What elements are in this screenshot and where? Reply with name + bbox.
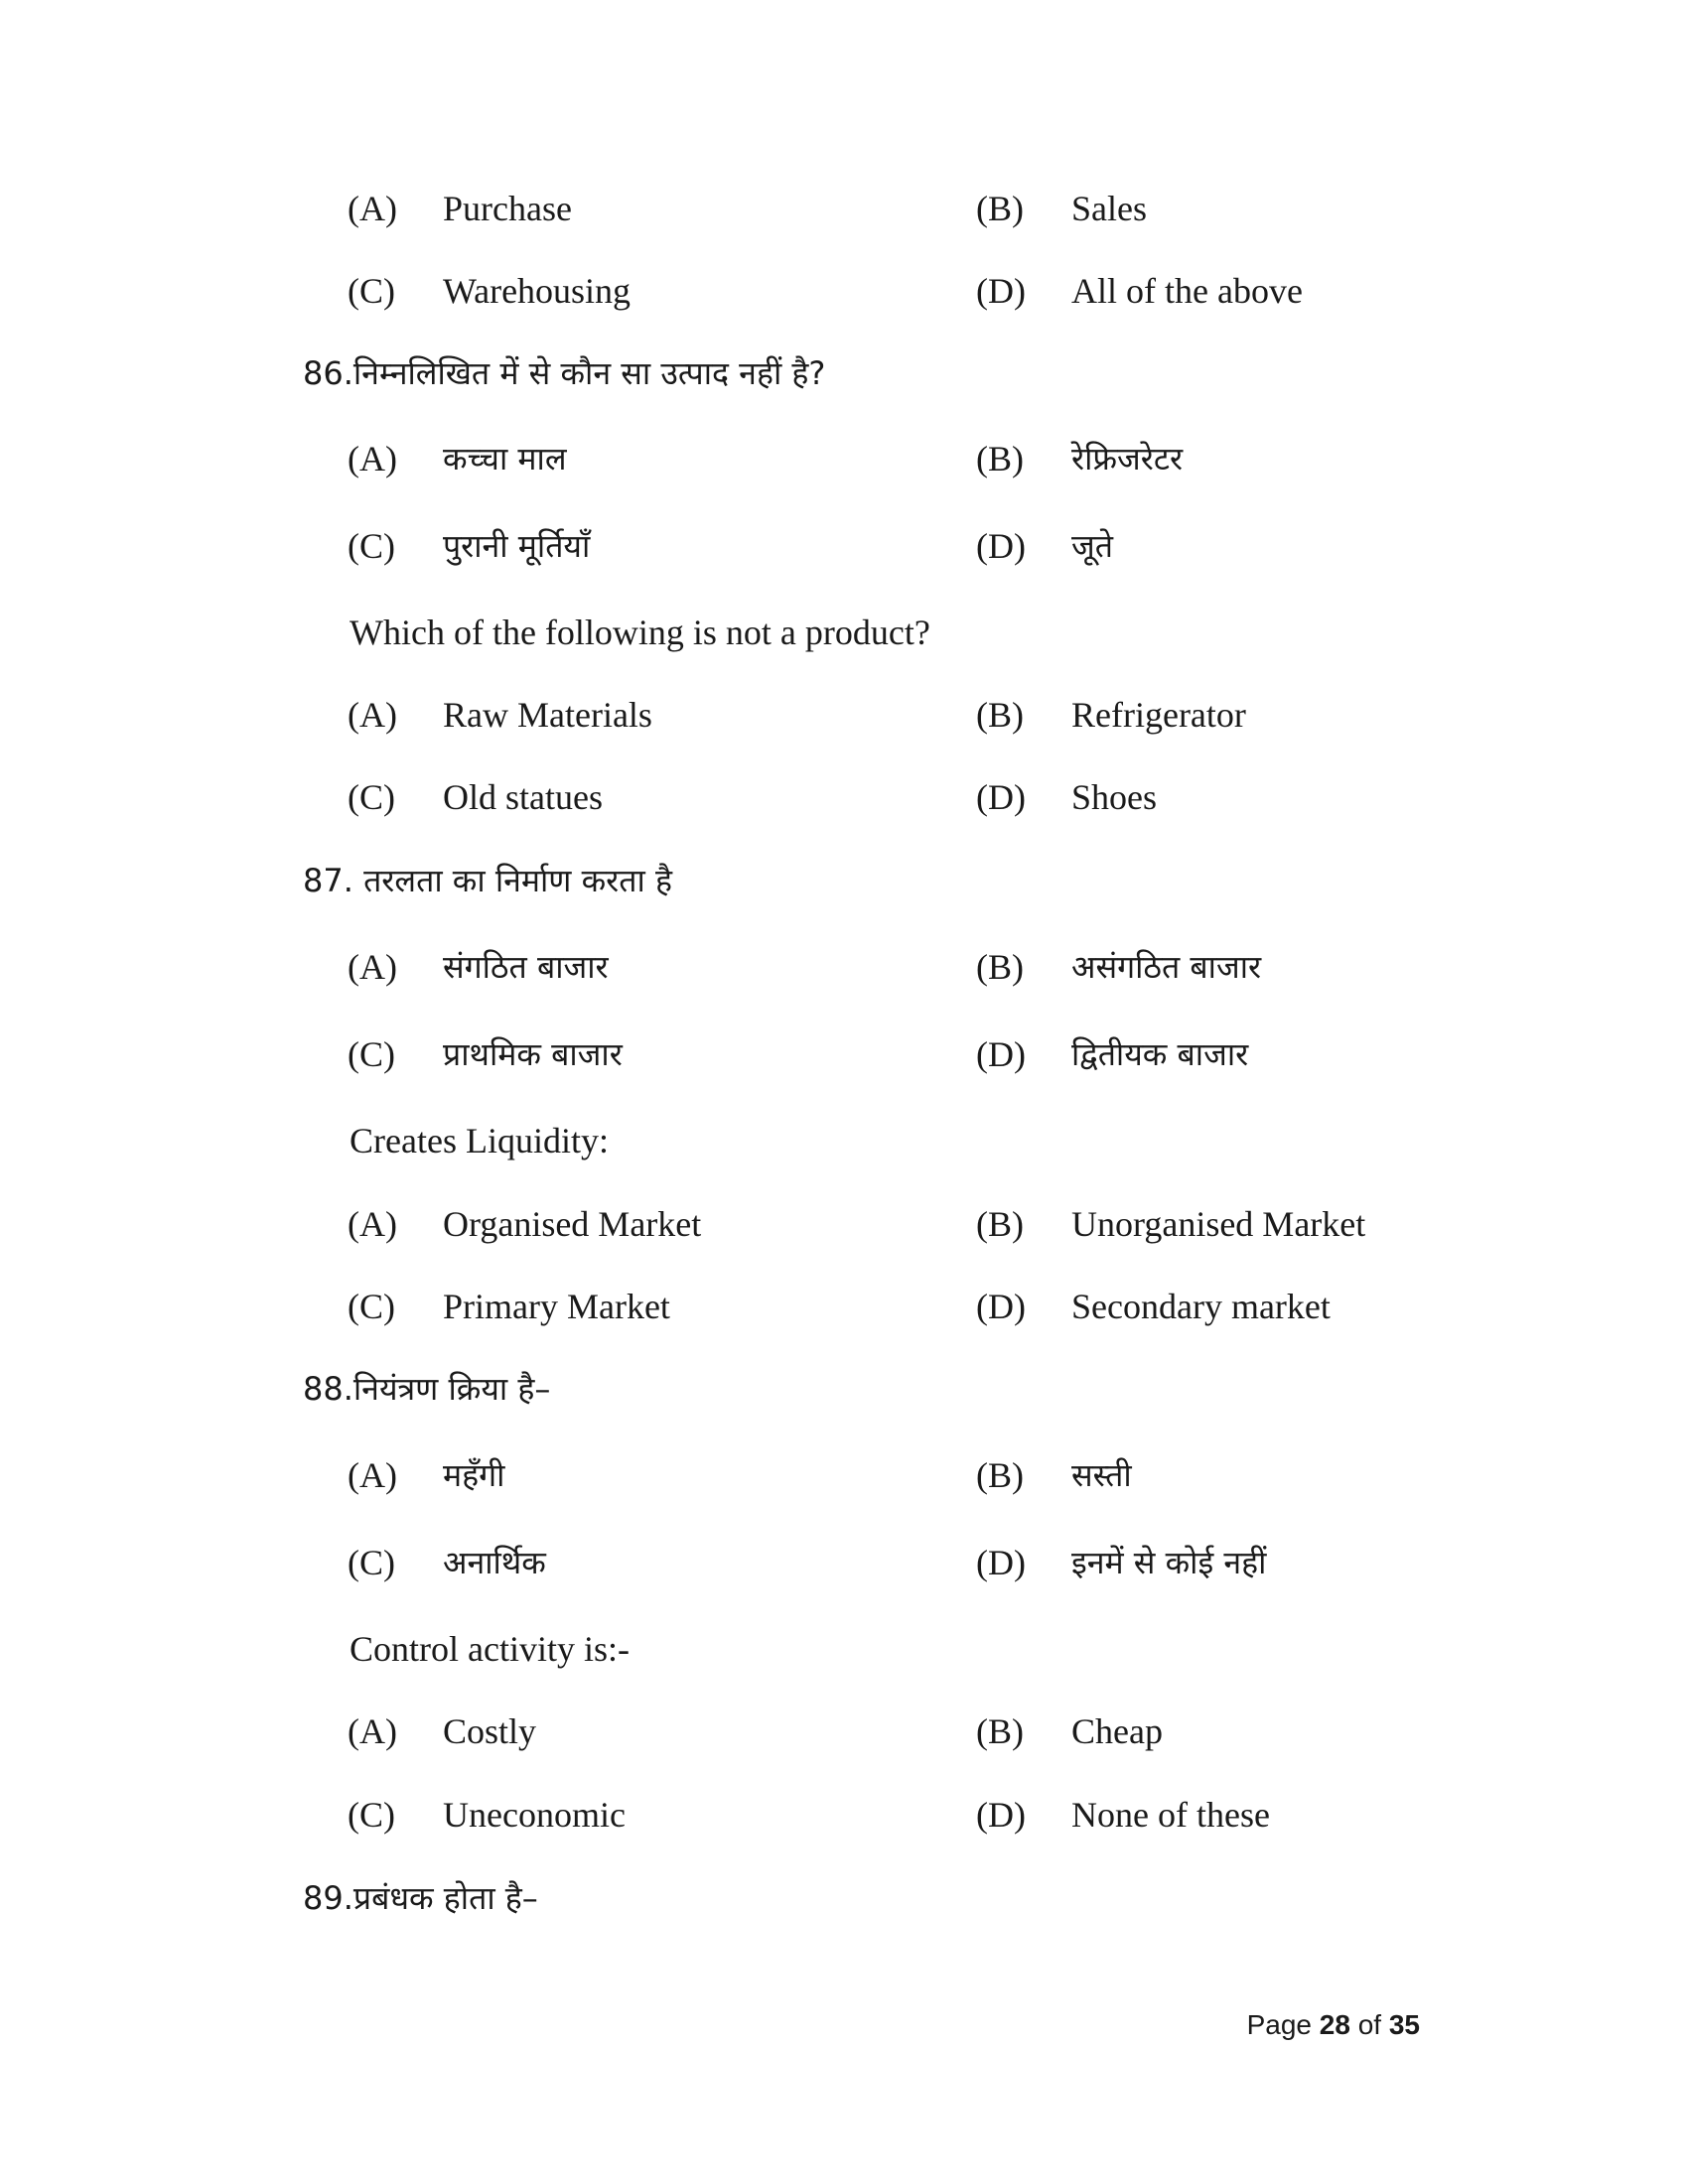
option-letter: (A) xyxy=(348,189,397,228)
option-text: Costly xyxy=(443,1711,537,1751)
option-text: All of the above xyxy=(1071,271,1303,311)
option-letter: (C) xyxy=(348,1795,395,1835)
option-text: Uneconomic xyxy=(443,1795,626,1835)
option-text: Refrigerator xyxy=(1071,695,1246,735)
option-text: सस्ती xyxy=(1071,1456,1132,1494)
option-row xyxy=(0,261,1688,321)
option-letter: (C) xyxy=(348,526,395,566)
option-letter: (D) xyxy=(976,526,1026,566)
option-letter: (D) xyxy=(976,777,1026,817)
option-text: असंगठित बाजार xyxy=(1071,948,1262,986)
option-row xyxy=(0,1785,1688,1844)
option-letter: (A) xyxy=(348,1455,397,1495)
option-text: Sales xyxy=(1071,189,1147,228)
option-text: रेफ्रिजरेटर xyxy=(1071,440,1184,478)
option-letter: (D) xyxy=(976,1795,1026,1835)
option-text: अनार्थिक xyxy=(443,1544,546,1581)
option-letter: (C) xyxy=(348,1034,395,1074)
option-row xyxy=(0,685,1688,745)
question-heading-english xyxy=(0,1619,1688,1679)
question-87-english: Creates Liquidity: xyxy=(350,1121,609,1160)
option-text: Purchase xyxy=(443,189,572,228)
page-number xyxy=(1247,2005,1420,2045)
option-row xyxy=(0,179,1688,238)
option-text: कच्चा माल xyxy=(443,440,567,478)
option-row xyxy=(0,1533,1688,1592)
option-text: Raw Materials xyxy=(443,695,652,735)
option-text: Organised Market xyxy=(443,1204,702,1244)
option-letter: (A) xyxy=(348,947,397,987)
option-letter: (A) xyxy=(348,439,397,478)
option-text: Primary Market xyxy=(443,1287,670,1326)
option-text: Warehousing xyxy=(443,271,632,311)
option-text: संगठित बाजार xyxy=(443,948,609,986)
option-letter: (D) xyxy=(976,1034,1026,1074)
question-heading-hindi xyxy=(0,1359,1688,1419)
option-letter: (B) xyxy=(976,1711,1024,1751)
option-letter: (C) xyxy=(348,1287,395,1326)
question-heading-english xyxy=(0,603,1688,662)
page-total: 35 xyxy=(1388,2009,1420,2040)
question-heading-hindi xyxy=(0,343,1688,403)
option-text: द्वितीयक बाजार xyxy=(1071,1035,1249,1073)
option-text: Secondary market xyxy=(1071,1287,1331,1326)
question-89-hindi: 89.प्रबंधक होता है– xyxy=(303,1879,538,1917)
page-current: 28 xyxy=(1319,2009,1350,2040)
option-text: जूते xyxy=(1071,527,1113,565)
option-letter: (B) xyxy=(976,189,1024,228)
question-heading-hindi xyxy=(0,851,1688,910)
option-letter: (C) xyxy=(348,1543,395,1582)
question-87-hindi: 87. तरलता का निर्माण करता है xyxy=(303,862,672,899)
option-letter: (B) xyxy=(976,1455,1024,1495)
option-text: इनमें से कोई नहीं xyxy=(1071,1544,1267,1581)
option-text: Cheap xyxy=(1071,1711,1163,1751)
question-heading-english xyxy=(0,1111,1688,1170)
option-row xyxy=(0,1194,1688,1254)
question-86-hindi: 86.निम्नलिखित में से कौन सा उत्पाद नहीं है? xyxy=(303,354,826,392)
option-letter: (B) xyxy=(976,439,1024,478)
option-row xyxy=(0,516,1688,576)
option-row xyxy=(0,1702,1688,1761)
question-heading-hindi xyxy=(0,1868,1688,1928)
option-text: महँगी xyxy=(443,1456,505,1494)
page-of: of xyxy=(1357,2009,1382,2040)
option-letter: (D) xyxy=(976,1543,1026,1582)
question-86-english: Which of the following is not a product? xyxy=(350,613,930,652)
option-text: Shoes xyxy=(1071,777,1158,817)
question-88-english: Control activity is:- xyxy=(350,1629,630,1669)
option-row xyxy=(0,429,1688,488)
option-text: प्राथमिक बाजार xyxy=(443,1035,623,1073)
option-letter: (D) xyxy=(976,1287,1026,1326)
option-letter: (A) xyxy=(348,1204,397,1244)
option-text: Unorganised Market xyxy=(1071,1204,1366,1244)
option-letter: (D) xyxy=(976,271,1026,311)
option-letter: (C) xyxy=(348,777,395,817)
option-row xyxy=(0,937,1688,997)
option-row xyxy=(0,1445,1688,1505)
option-letter: (B) xyxy=(976,947,1024,987)
option-letter: (A) xyxy=(348,1711,397,1751)
option-letter: (A) xyxy=(348,695,397,735)
option-letter: (B) xyxy=(976,1204,1024,1244)
option-row xyxy=(0,767,1688,827)
option-text: Old statues xyxy=(443,777,603,817)
option-row xyxy=(0,1277,1688,1336)
option-letter: (C) xyxy=(348,271,395,311)
page-prefix: Page xyxy=(1246,2009,1312,2040)
option-text: पुरानी मूर्तियाँ xyxy=(443,527,591,565)
option-row xyxy=(0,1024,1688,1084)
option-text: None of these xyxy=(1071,1795,1270,1835)
option-letter: (B) xyxy=(976,695,1024,735)
question-88-hindi: 88.नियंत्रण क्रिया है– xyxy=(303,1370,551,1408)
